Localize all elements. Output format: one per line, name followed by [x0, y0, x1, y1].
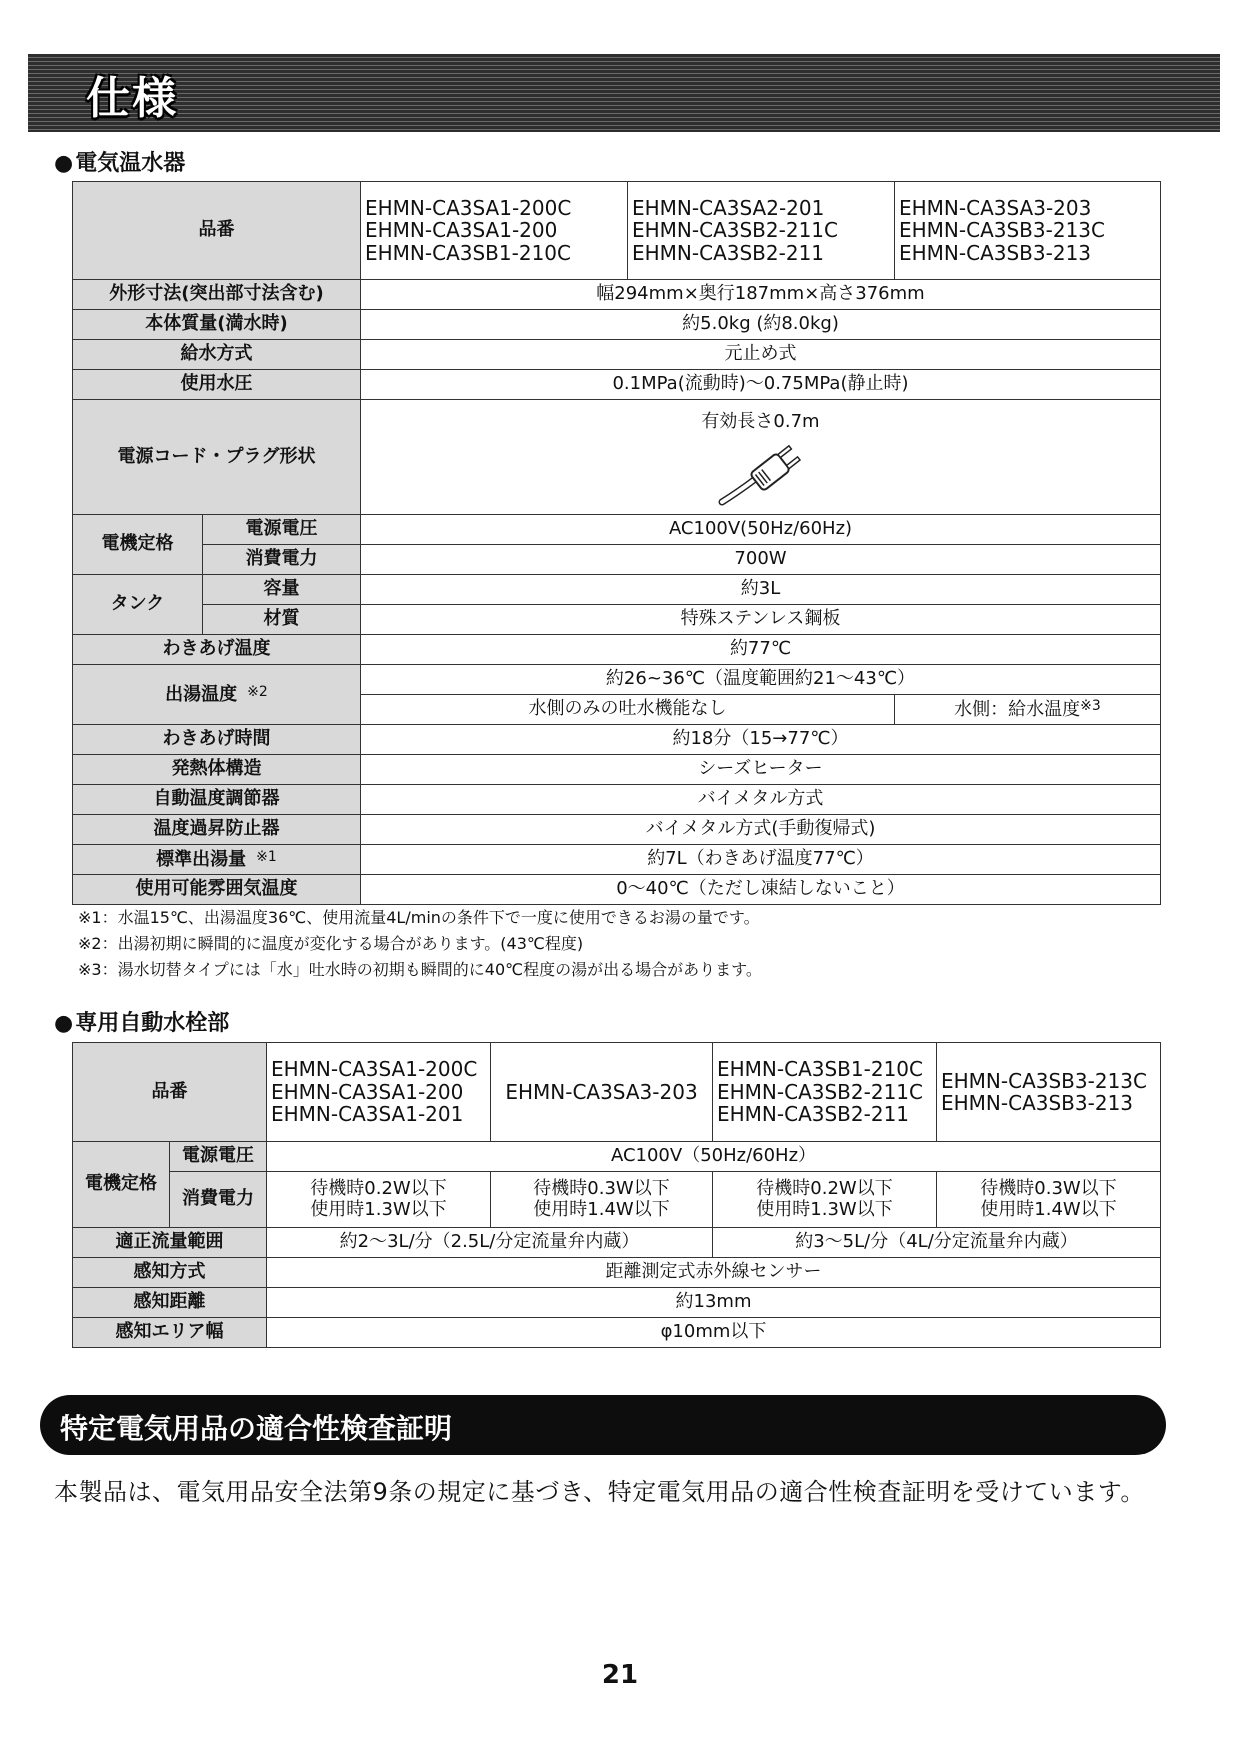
model-cell: [713, 1043, 937, 1142]
footnote-mark: ※1: [256, 848, 277, 865]
row-label: 電機定格: [73, 1142, 170, 1228]
row-value: 700W: [361, 545, 1161, 575]
row-value: バイメタル方式(手動復帰式): [361, 815, 1161, 845]
footnote-1: ※1：水温15℃、出湯温度36℃、使用流量4L/minの条件下で一度に使用できるお湯の量です。: [78, 908, 760, 927]
power-cell: [937, 1172, 1161, 1228]
operating-power: 使用時1.4W以下: [533, 1198, 670, 1220]
row-label: 感知エリア幅: [73, 1318, 267, 1348]
row-label: 発熱体構造: [73, 755, 361, 785]
table-row: [73, 515, 1161, 545]
model-cell: [267, 1043, 491, 1142]
model-number: EHMN-CA3SA1-200: [271, 1079, 464, 1104]
heater-section-heading: [54, 146, 185, 177]
table-row: [73, 665, 1161, 695]
faucet-section-heading: [54, 1006, 229, 1037]
table-row: [73, 1318, 1161, 1348]
table-row: [73, 785, 1161, 815]
certification-title: 特定電気用品の適合性検査証明: [60, 1412, 453, 1445]
table-row: [73, 340, 1161, 370]
faucet-heading-text: 専用自動水栓部: [75, 1011, 230, 1036]
row-label: [73, 845, 361, 875]
table-row: [73, 1258, 1161, 1288]
bullet-icon: ●: [54, 151, 74, 176]
row-value: [895, 695, 1161, 725]
row-label: 使用可能雰囲気温度: [73, 875, 361, 905]
model-number: EHMN-CA3SA3-203: [899, 195, 1092, 220]
model-number: EHMN-CA3SB3-213C: [899, 218, 1105, 243]
table-row: [73, 635, 1161, 665]
model-number: EHMN-CA3SA1-200C: [271, 1057, 478, 1082]
row-value: 約77℃: [361, 635, 1161, 665]
row-sublabel: 材質: [203, 605, 361, 635]
model-number: EHMN-CA3SB3-213C: [941, 1068, 1147, 1093]
standby-power: 待機時0.3W以下: [533, 1177, 670, 1199]
model-label: 品番: [73, 182, 361, 280]
standby-power: 待機時0.2W以下: [756, 1177, 893, 1199]
row-value: 幅294mm×奥行187mm×高さ376mm: [361, 280, 1161, 310]
footnote-3: ※3：湯水切替タイプには「水」吐水時の初期も瞬間的に40℃程度の湯が出る場合があります。: [78, 960, 762, 979]
model-number: EHMN-CA3SA2-201: [632, 195, 825, 220]
footnotes: [78, 905, 762, 983]
row-value: 約7L（わきあげ温度77℃）: [361, 845, 1161, 875]
table-row: [73, 1172, 1161, 1228]
row-value: 約3L: [361, 575, 1161, 605]
page-title: 仕様: [86, 73, 178, 124]
row-label: 適正流量範囲: [73, 1228, 267, 1258]
table-row: [73, 280, 1161, 310]
faucet-spec-table: [72, 1042, 1161, 1348]
model-number: EHMN-CA3SB2-211C: [632, 218, 838, 243]
row-label: 自動温度調節器: [73, 785, 361, 815]
table-row: [73, 575, 1161, 605]
model-number: EHMN-CA3SA1-200C: [365, 195, 572, 220]
table-row: [73, 875, 1161, 905]
row-sublabel: 電源電圧: [170, 1142, 267, 1172]
footnote-mark: ※2: [247, 683, 268, 700]
model-number: EHMN-CA3SB1-210C: [717, 1057, 923, 1082]
row-value: 約2〜3L/分（2.5L/分定流量弁内蔵）: [267, 1228, 713, 1258]
operating-power: 使用時1.3W以下: [756, 1198, 893, 1220]
table-row: [73, 845, 1161, 875]
row-label: 感知距離: [73, 1288, 267, 1318]
row-value: 約18分（15→77℃）: [361, 725, 1161, 755]
model-number: EHMN-CA3SA3-203: [505, 1079, 698, 1104]
row-label: 給水方式: [73, 340, 361, 370]
row-value: AC100V(50Hz/60Hz): [361, 515, 1161, 545]
heater-heading-text: 電気温水器: [75, 151, 186, 176]
outlet-temp-label: 出湯温度: [165, 683, 238, 705]
bullet-icon: ●: [54, 1011, 74, 1036]
row-sublabel: 消費電力: [203, 545, 361, 575]
row-label: タンク: [73, 575, 203, 635]
operating-power: 使用時1.4W以下: [980, 1198, 1117, 1220]
row-label: 電機定格: [73, 515, 203, 575]
row-value: 約3〜5L/分（4L/分定流量弁内蔵）: [713, 1228, 1161, 1258]
power-cell: [491, 1172, 713, 1228]
table-row: [73, 815, 1161, 845]
model-cell: [628, 182, 895, 280]
row-label: 本体質量(満水時): [73, 310, 361, 340]
model-number: EHMN-CA3SB2-211C: [717, 1079, 923, 1104]
row-value: φ10mm以下: [267, 1318, 1161, 1348]
row-sublabel: 電源電圧: [203, 515, 361, 545]
row-sublabel: 容量: [203, 575, 361, 605]
table-row: [73, 1043, 1161, 1142]
row-value: 0〜40℃（ただし凍結しないこと）: [361, 875, 1161, 905]
footnote-2: ※2：出湯初期に瞬間的に温度が変化する場合があります。(43℃程度): [78, 934, 584, 953]
row-label: わきあげ時間: [73, 725, 361, 755]
row-value: バイメタル方式: [361, 785, 1161, 815]
row-value: 約26~36℃（温度範囲約21〜43℃）: [361, 665, 1161, 695]
heater-spec-table: [72, 181, 1161, 905]
row-value: シーズヒーター: [361, 755, 1161, 785]
model-number: EHMN-CA3SA1-201: [271, 1102, 464, 1127]
model-label: 品番: [73, 1043, 267, 1142]
row-value: AC100V（50Hz/60Hz）: [267, 1142, 1161, 1172]
power-cell: [713, 1172, 937, 1228]
row-value: 約5.0kg (約8.0kg): [361, 310, 1161, 340]
table-row: [73, 370, 1161, 400]
table-row: [73, 182, 1161, 280]
table-row: [73, 725, 1161, 755]
model-number: EHMN-CA3SB3-213: [899, 240, 1092, 265]
row-value: 約13mm: [267, 1288, 1161, 1318]
model-cell: [895, 182, 1161, 280]
water-side-text: 水側：給水温度: [954, 699, 1081, 721]
cord-length: 有効長さ0.7m: [701, 411, 820, 432]
row-value: 特殊ステンレス鋼板: [361, 605, 1161, 635]
row-label: 外形寸法(突出部寸法含む): [73, 280, 361, 310]
table-row: [73, 1228, 1161, 1258]
footnote-mark: ※3: [1080, 698, 1101, 715]
model-number: EHMN-CA3SB2-211: [632, 240, 825, 265]
row-value: 距離測定式赤外線センサー: [267, 1258, 1161, 1288]
standby-power: 待機時0.2W以下: [310, 1177, 447, 1199]
table-row: [73, 1288, 1161, 1318]
table-row: [73, 545, 1161, 575]
table-row: [73, 1142, 1161, 1172]
operating-power: 使用時1.3W以下: [310, 1198, 447, 1220]
table-row: [73, 400, 1161, 515]
model-number: EHMN-CA3SB3-213: [941, 1091, 1134, 1115]
standby-power: 待機時0.3W以下: [980, 1177, 1117, 1199]
row-value: 0.1MPa(流動時)〜0.75MPa(静止時): [361, 370, 1161, 400]
table-row: [73, 310, 1161, 340]
row-value: 水側のみの吐水機能なし: [361, 695, 895, 725]
page-header-banner: [28, 54, 1220, 132]
table-row: [73, 755, 1161, 785]
row-value: 元止め式: [361, 340, 1161, 370]
certification-heading-bar: [40, 1395, 1166, 1455]
power-plug-icon: [716, 442, 806, 508]
row-label: [73, 665, 361, 725]
page-number: 21: [601, 1660, 639, 1690]
model-number: EHMN-CA3SA1-200: [365, 218, 558, 243]
model-number: EHMN-CA3SB1-210C: [365, 240, 571, 265]
certification-text: 本製品は、電気用品安全法第9条の規定に基づき、特定電気用品の適合性検査証明を受けています。: [54, 1478, 1145, 1506]
std-output-label: 標準出湯量: [156, 848, 247, 870]
row-label: わきあげ温度: [73, 635, 361, 665]
power-cell: [267, 1172, 491, 1228]
row-label: 電源コード・プラグ形状: [73, 400, 361, 515]
model-cell: [361, 182, 628, 280]
table-row: [73, 605, 1161, 635]
model-cell: [937, 1043, 1161, 1142]
row-sublabel: 消費電力: [170, 1172, 267, 1228]
row-label: 感知方式: [73, 1258, 267, 1288]
row-label: 使用水圧: [73, 370, 361, 400]
model-number: EHMN-CA3SB2-211: [717, 1102, 910, 1127]
model-cell: [491, 1043, 713, 1142]
cord-cell: [361, 400, 1161, 515]
row-label: 温度過昇防止器: [73, 815, 361, 845]
